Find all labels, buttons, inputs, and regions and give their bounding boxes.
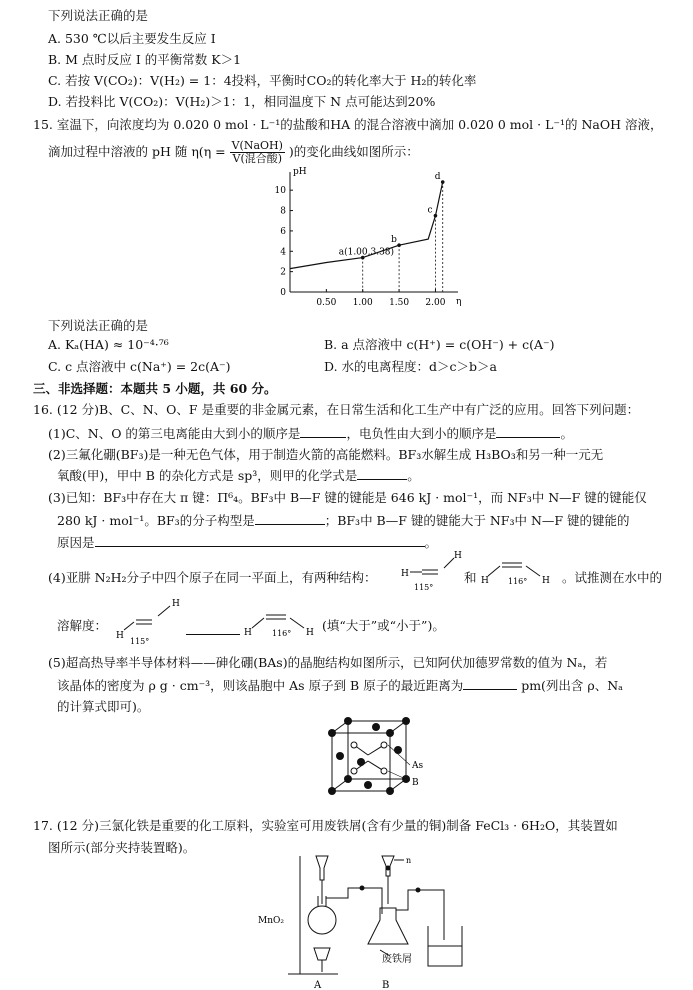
- y-tick-label: 8: [280, 206, 286, 217]
- section-heading: 三、非选择题：本题共 5 小题，共 60 分。: [33, 381, 277, 396]
- q16-part3-line1: (3)已知：BF₃中存在大 π 键：Π⁶₄。BF₃中 B—F 键的键能是 646 kJ · mol⁻¹，而 NF₃中 N—F 键的键能仅: [48, 490, 647, 505]
- angle-label: 116°: [272, 629, 292, 638]
- atom-h: H: [454, 551, 462, 561]
- ph-titration-chart: [268, 168, 468, 318]
- q16-part3-c: ；BF₃中 B—F 键的键能大于 NF₃中 N—F 键的键能的: [324, 513, 630, 528]
- eta-numerator: V(NaOH): [231, 139, 283, 152]
- atom-h: H: [306, 628, 314, 638]
- atom-h: H: [172, 599, 180, 609]
- atom-h: H: [116, 631, 124, 641]
- stopcock-label: n: [406, 856, 412, 865]
- q16-part1-b: ，电负性由大到小的顺序是: [346, 426, 497, 441]
- b-atom-label: B: [412, 778, 419, 788]
- point-marker: [397, 243, 401, 247]
- q15-line2-pre: 滴加过程中溶液的 pH 随 η(η =: [48, 144, 226, 160]
- y-tick-label: 10: [274, 186, 286, 197]
- trans-diazene-structure-1: [478, 552, 558, 592]
- angle-label: 116°: [508, 577, 528, 586]
- atom-h: H: [244, 628, 252, 638]
- answer-blank[interactable]: [95, 534, 425, 547]
- x-tick-label: 2.00: [425, 298, 446, 308]
- q16-part5-b: 该晶体的密度为 ρ g · cm⁻³，则该晶胞中 As 原子到 B 原子的最近距离为: [57, 678, 464, 693]
- point-label: c: [427, 205, 433, 216]
- y-tick-label: 0: [280, 288, 286, 298]
- q14-stem: 下列说法正确的是: [48, 8, 149, 23]
- answer-blank[interactable]: [255, 512, 325, 525]
- q14-option-c: C. 若按 V(CO₂)：V(H₂) = 1：4投料，平衡时CO₂的转化率大于 H₂的转化率: [48, 73, 477, 88]
- q15-line1: 15. 室温下，向浓度均为 0.020 0 mol · L⁻¹的盐酸和HA 的混合溶液中滴加 0.020 0 mol · L⁻¹的 NaOH 溶液，: [33, 117, 663, 132]
- q15-line2-post: )的变化曲线如图所示：: [288, 144, 419, 160]
- q14-option-b: B. M 点时反应 I 的平衡常数 K＞1: [48, 52, 242, 67]
- bas-unit-cell-diagram: [318, 715, 428, 805]
- atom-h: H: [542, 576, 550, 586]
- atom-h: H: [401, 569, 409, 579]
- q16-part1: [48, 425, 573, 442]
- answer-blank[interactable]: [357, 467, 407, 480]
- x-tick-label: 0.50: [316, 298, 337, 308]
- q16-part1-c: 。: [560, 426, 573, 441]
- q16-part3-e: 。: [424, 535, 438, 550]
- q16-part5-line3: 的计算式即可)。: [57, 699, 150, 714]
- chart-points: [339, 172, 445, 292]
- q16-part3-d: 原因是: [57, 535, 95, 550]
- trans-diazene-structure-2: [240, 604, 320, 644]
- x-tick-label: 1.00: [352, 298, 373, 308]
- mno2-label: MnO₂: [258, 916, 284, 926]
- x-tick-label: 1.50: [389, 298, 410, 308]
- answer-blank[interactable]: [300, 425, 346, 438]
- q16-part2-line1: (2)三氟化硼(BF₃)是一种无色气体，用于制造火箭的高能燃料。BF₃水解生成 H₃BO₃和另一种一元无: [48, 447, 604, 462]
- q16-part2-b: 氧酸(甲)，甲中 B 的杂化方式是 sp³，则甲的化学式是: [57, 468, 358, 483]
- q15-stem: 下列说法正确的是: [48, 318, 149, 333]
- q15-option-d: D. 水的电离程度：d＞c＞b＞a: [324, 359, 497, 374]
- q15-option-b: B. a 点溶液中 c(H⁺) = c(OH⁻) + c(A⁻): [324, 337, 555, 352]
- q15-option-c: C. c 点溶液中 c(Na⁺) = 2c(A⁻): [48, 359, 231, 374]
- eta-denominator: V(混合酸): [232, 152, 283, 166]
- answer-blank[interactable]: [186, 622, 240, 635]
- answer-blank[interactable]: [463, 677, 517, 690]
- cis-diazene-structure-1: [398, 550, 460, 592]
- q16-part4-and: 和: [464, 570, 477, 585]
- q16-part2-line2: [57, 467, 420, 484]
- q14-option-a: A. 530 ℃以后主要发生反应 I: [48, 31, 216, 46]
- q17-line1: 17. (12 分)三氯化铁是重要的化工原料，实验室可用废铁屑(含有少量的铜)制备 FeCl₃ · 6H₂O，其装置如: [33, 818, 618, 833]
- answer-blank[interactable]: [496, 425, 560, 438]
- q16-part2-c: 。: [407, 468, 420, 483]
- angle-label: 115°: [414, 583, 434, 592]
- q16-part5-c: pm(列出含 ρ、Nₐ: [521, 678, 624, 693]
- q16-part4-line1-end: 。试推测在水中的: [562, 570, 663, 585]
- apparatus-diagram: [258, 848, 478, 990]
- eta-fraction: [230, 140, 285, 165]
- q16-part1-a: (1)C、N、O 的第三电离能由大到小的顺序是: [48, 426, 301, 441]
- q16-part3-line2: [57, 512, 630, 529]
- q16-part3-line3: [57, 534, 437, 551]
- y-tick-label: 6: [280, 226, 286, 237]
- angle-label: 115°: [130, 637, 150, 646]
- cis-diazene-structure-2: [108, 598, 178, 644]
- q14-option-d: D. 若投料比 V(CO₂)：V(H₂)＞1：1，相同温度下 N 点可能达到20%: [48, 94, 436, 109]
- point-marker: [434, 214, 438, 218]
- point-label: b: [391, 235, 397, 246]
- apparatus-b-label: B: [382, 980, 390, 990]
- point-label: d: [434, 172, 441, 183]
- q15-line2: [48, 140, 419, 165]
- q16-intro: 16. (12 分)B、C、N、O、F 是重要的非金属元素，在日常生活和化工生产中有广泛的应用。回答下列问题：: [33, 402, 640, 417]
- atom-h: H: [481, 576, 489, 586]
- point-marker: [441, 180, 445, 184]
- q16-part3-b: 280 kJ · mol⁻¹。BF₃的分子构型是: [57, 513, 255, 528]
- y-tick-label: 4: [280, 247, 286, 258]
- y-axis-label: pH: [293, 167, 307, 177]
- y-tick-label: 2: [280, 267, 286, 278]
- q16-part5-line1: (5)超高热导率半导体材料——砷化硼(BAs)的晶胞结构如图所示，已知阿伏加德罗常数的值为 Nₐ，若: [48, 655, 608, 670]
- q17-line2: 图所示(部分夹持装置略)。: [48, 840, 196, 855]
- x-axis-label: η: [456, 297, 462, 307]
- iron-scrap-label: 废铁屑: [382, 954, 412, 965]
- q15-option-a: A. Kₐ(HA) ≈ 10⁻⁴·⁷⁶: [48, 337, 169, 352]
- q16-part5-line2: [57, 677, 623, 694]
- q16-part4-fill-hint: (填“大于”或“小于”)。: [322, 618, 445, 633]
- q16-part4-solubility: 溶解度：: [57, 618, 108, 633]
- q16-part4-line1: (4)亚肼 N₂H₂分子中四个原子在同一平面上，有两种结构：: [48, 570, 377, 585]
- as-atom-label: As: [412, 761, 424, 771]
- point-label: a(1.00,3.38): [338, 247, 395, 258]
- apparatus-a-label: A: [314, 980, 322, 990]
